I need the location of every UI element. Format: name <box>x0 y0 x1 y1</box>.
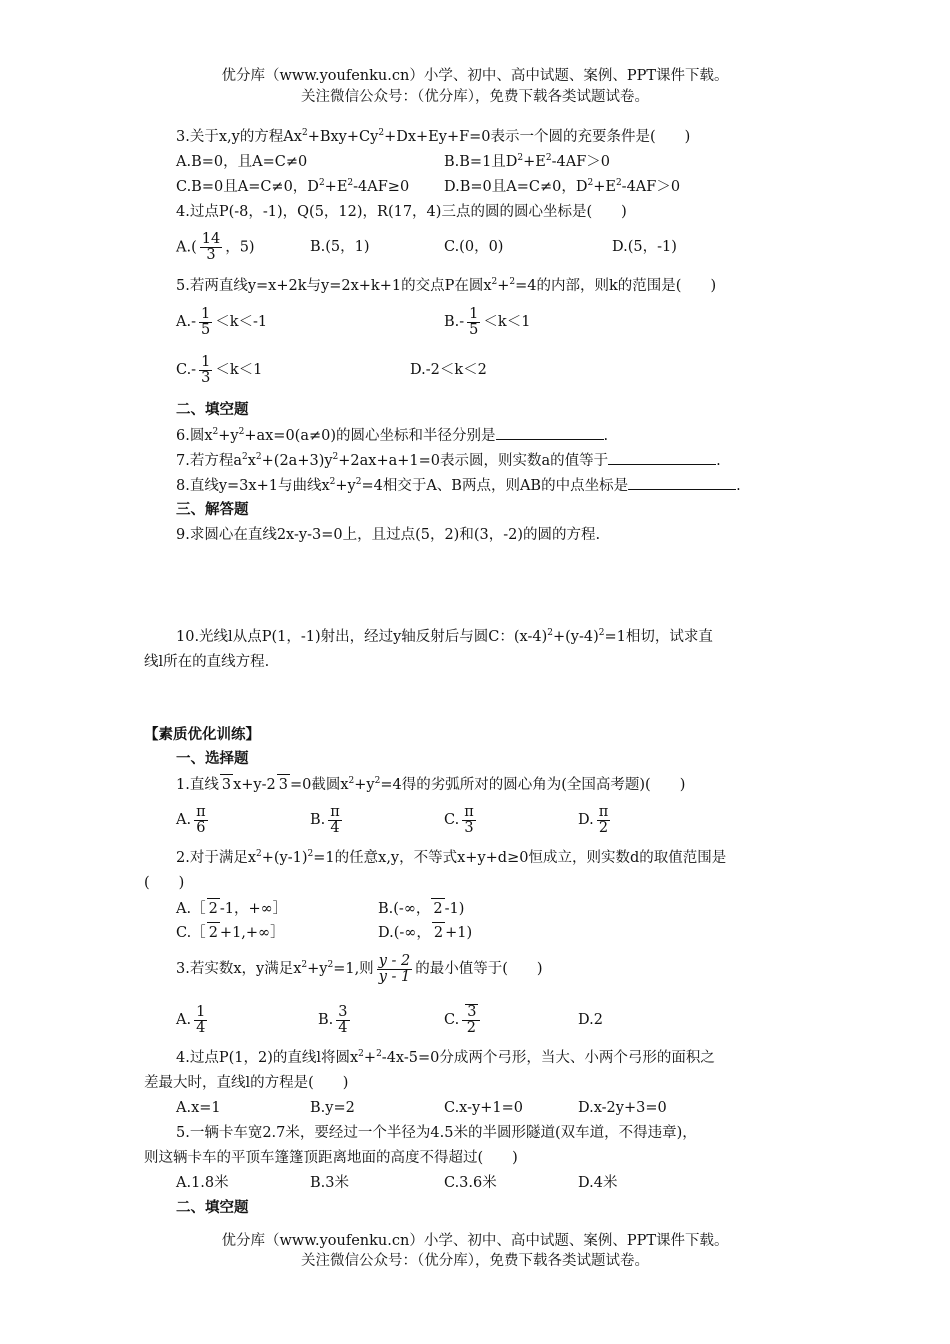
section-quality-training-heading: 【素质优化训练】 <box>144 727 260 743</box>
question-8: 8.直线y=3x+1与曲线$x^2+y^2=4$相交于A、B两点，则AB的中点坐标是 . <box>176 477 741 494</box>
opt4-option-c: C.x-y+1=0 <box>444 1100 523 1116</box>
question-6: 6.圆$x^2+y^2+ax=0(a\ne 0)$的圆心坐标和半径分别是 . <box>176 427 609 444</box>
opt4-option-a: A.x=1 <box>176 1100 221 1116</box>
opt1-option-c: C. $\frac{\pi}{3}$ <box>444 803 474 836</box>
opt-question-4-line-1: 4.过点P(1，2)的直线l将圆$x^2+^2-4x-5=0$分成两个弓形，当大、小两个弓形的面积之 <box>176 1049 715 1066</box>
header-line-1: 优分库（www.youfenku.cn）小学、初中、高中试题、案例、PPT课件下载。 <box>221 68 729 84</box>
opt2-option-d: D.(-∞， 2 +1) <box>378 922 472 943</box>
q4-option-a: A.( $\frac{14}{3}$ ，5) <box>176 231 255 263</box>
opt3-option-c: C. $\frac{3}{2}$ <box>444 1000 483 1040</box>
opt-question-5-line-2: 则这辆卡车的平顶车篷篷顶距离地面的高度不得超过( ) <box>144 1150 518 1166</box>
opt4-option-d: D.x-2y+3=0 <box>578 1100 667 1116</box>
question-5-stem: 5.若两直线y=x+2k与y=2x+k+1的交点P在圆$x^2+^2=4$的内部，则k的范围是( ) <box>176 277 717 294</box>
opt1-option-d: D. $\frac{\pi}{2}$ <box>578 803 609 836</box>
opt-question-2-stem: 2.对于满足$x^2+(y-1)^2=1$的任意x,y，不等式x+y+d≥0恒成立，则实数d的取值范围是 <box>176 849 727 866</box>
answer-blank <box>628 475 736 490</box>
footer-line-1: 优分库（www.youfenku.cn）小学、初中、高中试题、案例、PPT课件下载。 <box>221 1233 729 1249</box>
opt1-option-a: A. $\frac{\pi}{6}$ <box>176 803 206 836</box>
opt-question-3-stem: 3.若实数x，y满足$x^2+y^2=1$,则 $\frac{y - 2}{y - 1}$ 的最小值等于( ) <box>176 952 543 985</box>
section-choice-heading: 一、选择题 <box>176 751 249 767</box>
answer-blank <box>496 425 604 440</box>
q3-option-d: D.B=0且A=C≠0，$D^2+E^2-4AF>0$ <box>444 178 681 195</box>
opt5-option-d: D.4米 <box>578 1175 618 1191</box>
opt-question-1-stem: 1.直线 3 x+y-2 3 =0截圆$x^2+y^2=4$得的劣弧所对的圆心角为(全国高考题)( ) <box>176 776 686 793</box>
opt5-option-a: A.1.8米 <box>176 1175 229 1191</box>
opt4-option-b: B.y=2 <box>310 1100 355 1116</box>
answer-blank <box>608 450 716 465</box>
opt3-option-b: B. $\frac{3}{4}$ <box>318 1003 348 1036</box>
q3-option-b: B.B=1且$D^2+E^2-4AF>0$ <box>444 153 611 170</box>
section-fill-blank-heading-2: 二、填空题 <box>176 1200 249 1216</box>
q4-option-d: D.(5，-1) <box>612 239 677 255</box>
q4-option-b: B.(5，1) <box>310 239 370 255</box>
question-10-line-1: 10.光线l从点P(1，-1)射出，经过y轴反射后与圆C：$(x-4)^2+(y-4)^2=1$相切，试求直 <box>176 628 713 645</box>
opt3-option-a: A. $\frac{1}{4}$ <box>176 1003 206 1036</box>
header-line-2: 关注微信公众号：（优分库），免费下载各类试题试卷。 <box>301 89 649 105</box>
opt2-option-a: A.［ 2 -1，+∞］ <box>176 898 287 919</box>
opt2-option-c: C.［ 2 +1,+∞］ <box>176 922 285 943</box>
opt5-option-c: C.3.6米 <box>444 1175 497 1191</box>
q5-option-d: D.-2＜k＜2 <box>410 362 487 378</box>
footer-line-2: 关注微信公众号：（优分库），免费下载各类试题试卷。 <box>301 1253 649 1269</box>
section-solve-heading: 三、解答题 <box>176 502 249 518</box>
opt5-option-b: B.3米 <box>310 1175 349 1191</box>
q5-option-c: C.- $\frac{1}{3}$ ＜k＜1 <box>176 353 263 386</box>
opt-question-4-line-2: 差最大时，直线l的方程是( ) <box>144 1075 349 1091</box>
q4-option-c: C.(0，0) <box>444 239 504 255</box>
opt-question-2-paren: ( ) <box>144 875 185 891</box>
opt-question-5-line-1: 5.一辆卡车宽2.7米，要经过一个半径为4.5米的半圆形隧道(双车道，不得违章)， <box>176 1125 697 1141</box>
section-fill-blank-heading: 二、填空题 <box>176 402 249 418</box>
question-10-line-2: 线l所在的直线方程. <box>144 654 270 670</box>
opt1-option-b: B. $\frac{\pi}{4}$ <box>310 803 340 836</box>
q5-option-a: A.- $\frac{1}{5}$ ＜k＜-1 <box>176 305 268 338</box>
question-9: 9.求圆心在直线2x-y-3=0上，且过点(5，2)和(3，-2)的圆的方程. <box>176 527 601 543</box>
question-3-stem: 3.关于x,y的方程$Ax^2+Bxy+Cy^2+Dx+Ey+F=0$表示一个圆的充要条件是( ) <box>176 128 691 145</box>
q3-option-c: C.B=0且A=C≠0，$D^2+E^2-4AF\ge 0$ <box>176 178 410 195</box>
question-7: 7.若方程$a^2x^2+(2a+3)y^2+2ax+a+1=0$表示圆，则实数a的值等于 . <box>176 452 721 469</box>
q5-option-b: B.- $\frac{1}{5}$ ＜k＜1 <box>444 305 531 338</box>
opt2-option-b: B.(-∞， 2 -1) <box>378 898 464 919</box>
opt3-option-d: D.2 <box>578 1012 603 1028</box>
q3-option-a: A.B=0，且A=C≠0 <box>176 154 308 170</box>
question-4-stem: 4.过点P(-8，-1)，Q(5，12)，R(17，4)三点的圆的圆心坐标是( ) <box>176 204 627 220</box>
